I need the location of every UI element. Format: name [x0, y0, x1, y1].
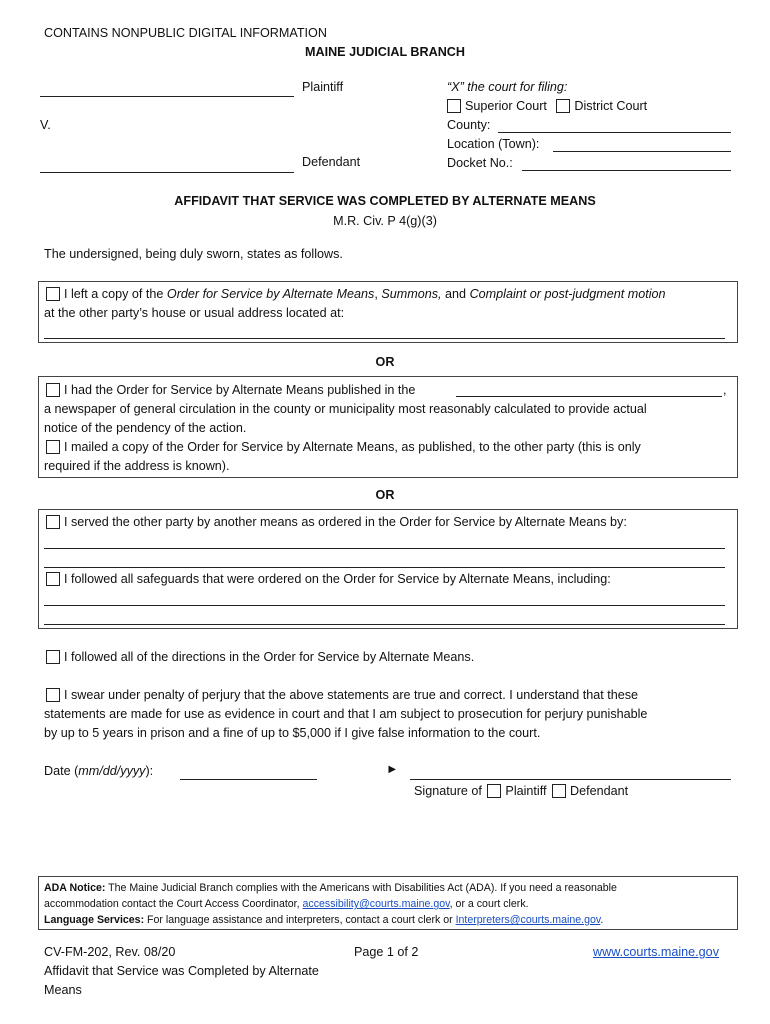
- mailed-line2: required if the address is known).: [44, 459, 230, 473]
- published-line3: notice of the pendency of the action.: [44, 421, 247, 435]
- defendant-label: Defendant: [302, 155, 361, 169]
- docket-label: Docket No.:: [447, 156, 513, 170]
- published-line2: a newspaper of general circulation in the county or municipality most reasonably calculated to provide actual: [44, 402, 647, 416]
- mailed-line1: [46, 440, 641, 454]
- rule-citation: M.R. Civ. P 4(g)(3): [333, 214, 437, 228]
- newspaper-field[interactable]: [456, 396, 722, 397]
- served-line: [46, 515, 627, 529]
- language-services-label: Language Services:: [44, 914, 145, 926]
- date-field[interactable]: [180, 779, 317, 780]
- signature-plaintiff-checkbox[interactable]: [487, 784, 501, 798]
- court-instruction: “X” the court for filing:: [447, 80, 568, 94]
- left-copy-summons-italic: Summons,: [381, 287, 442, 301]
- ada-text-2: accommodation contact the Court Access Coordinator,: [44, 898, 303, 910]
- served-text: I served the other party by another means as ordered in the Order for Service by Alternate Means by:: [64, 515, 627, 529]
- ada-notice-line2: [44, 896, 529, 912]
- left-copy-complaint-italic: Complaint or post-judgment motion: [469, 287, 666, 301]
- date-label-a: Date (: [44, 764, 79, 778]
- court-choice-row: [447, 99, 647, 113]
- date-label-c: ):: [145, 764, 154, 778]
- left-copy-line2: at the other party’s house or usual address located at:: [44, 306, 345, 320]
- form-title-line2: Means: [44, 983, 82, 997]
- served-field-line2[interactable]: [44, 567, 725, 568]
- defendant-name-line[interactable]: [40, 172, 294, 173]
- directions-line: [46, 650, 474, 664]
- address-field[interactable]: [44, 338, 725, 339]
- published-checkbox[interactable]: [46, 383, 60, 397]
- date-format-italic: mm/dd/yyyy: [78, 764, 146, 778]
- left-copy-text-c: ,: [374, 287, 382, 301]
- district-court-checkbox[interactable]: [556, 99, 570, 113]
- language-services-line: [44, 912, 603, 928]
- location-label: Location (Town):: [447, 137, 540, 151]
- website-link[interactable]: www.courts.maine.gov: [593, 945, 719, 959]
- mailed-checkbox[interactable]: [46, 440, 60, 454]
- mailed-text-a: I mailed a copy of the Order for Service by Alternate Means, as published, to the other party (this is only: [64, 440, 641, 454]
- interpreters-email-link[interactable]: Interpreters@courts.maine.gov: [455, 914, 601, 926]
- signature-defendant-checkbox[interactable]: [552, 784, 566, 798]
- intro-statement: The undersigned, being duly sworn, states as follows.: [44, 247, 343, 261]
- plaintiff-name-line[interactable]: [40, 96, 294, 97]
- left-copy-checkbox[interactable]: [46, 287, 60, 301]
- date-label: [44, 764, 153, 778]
- signature-defendant-label: Defendant: [570, 784, 629, 798]
- ada-text-1: The Maine Judicial Branch complies with the Americans with Disabilities Act (ADA). If you need a reasonable: [105, 882, 617, 894]
- safeguards-checkbox[interactable]: [46, 572, 60, 586]
- safeguards-field-line2[interactable]: [44, 624, 725, 625]
- left-copy-order-italic: Order for Service by Alternate Means: [166, 287, 375, 301]
- branch-title: MAINE JUDICIAL BRANCH: [305, 45, 465, 59]
- published-line1: [46, 383, 415, 397]
- accessibility-email-link[interactable]: accessibility@courts.maine.gov: [302, 898, 450, 910]
- ada-text-3: , or a court clerk.: [449, 898, 529, 910]
- page-number: Page 1 of 2: [354, 945, 419, 959]
- docket-field[interactable]: [522, 170, 731, 171]
- form-title-line1: Affidavit that Service was Completed by Alternate: [44, 964, 319, 978]
- safeguards-field-line1[interactable]: [44, 605, 725, 606]
- superior-court-checkbox[interactable]: [447, 99, 461, 113]
- swear-line2: statements are made for use as evidence in court and that I am subject to prosecution for perjury punishable: [44, 707, 648, 721]
- signature-field[interactable]: [410, 779, 731, 780]
- plaintiff-label: Plaintiff: [302, 80, 344, 94]
- swear-checkbox[interactable]: [46, 688, 60, 702]
- served-checkbox[interactable]: [46, 515, 60, 529]
- nonpublic-notice: CONTAINS NONPUBLIC DIGITAL INFORMATION: [44, 26, 327, 40]
- language-services-end: .: [600, 914, 604, 926]
- county-label: County:: [447, 118, 491, 132]
- swear-text-1: I swear under penalty of perjury that the above statements are true and correct. I understand that these: [64, 688, 639, 702]
- published-comma: ,: [723, 383, 727, 397]
- swear-line3: by up to 5 years in prison and a fine of up to $5,000 if I give false information to the court.: [44, 726, 541, 740]
- language-services-text: For language assistance and interpreters, contact a court clerk or: [144, 914, 456, 926]
- left-copy-text-a: I left a copy of the: [64, 287, 167, 301]
- county-field[interactable]: [498, 132, 731, 133]
- signature-plaintiff-label: Plaintiff: [505, 784, 547, 798]
- or-divider-2: OR: [375, 488, 395, 502]
- served-field-line1[interactable]: [44, 548, 725, 549]
- ada-label: ADA Notice:: [44, 882, 106, 894]
- superior-court-label: Superior Court: [465, 99, 547, 113]
- safeguards-line: [46, 572, 611, 586]
- published-text-a: I had the Order for Service by Alternate Means published in the: [64, 383, 416, 397]
- safeguards-text: I followed all safeguards that were ordered on the Order for Service by Alternate Means, including:: [64, 572, 611, 586]
- ada-notice-line1: [44, 880, 617, 896]
- directions-checkbox[interactable]: [46, 650, 60, 664]
- swear-line1: [46, 688, 638, 702]
- left-copy-line1: [46, 287, 666, 301]
- form-id: CV-FM-202, Rev. 08/20: [44, 945, 176, 959]
- directions-text: I followed all of the directions in the Order for Service by Alternate Means.: [64, 650, 475, 664]
- affidavit-title: AFFIDAVIT THAT SERVICE WAS COMPLETED BY ALTERNATE MEANS: [174, 194, 596, 208]
- versus-label: V.: [40, 118, 51, 132]
- left-copy-text-e: and: [441, 287, 470, 301]
- signature-role-row: [414, 784, 628, 798]
- signature-arrow-icon: ►: [386, 762, 399, 776]
- location-field[interactable]: [553, 151, 731, 152]
- signature-label: Signature of: [414, 784, 482, 798]
- district-court-label: District Court: [574, 99, 648, 113]
- or-divider-1: OR: [375, 355, 395, 369]
